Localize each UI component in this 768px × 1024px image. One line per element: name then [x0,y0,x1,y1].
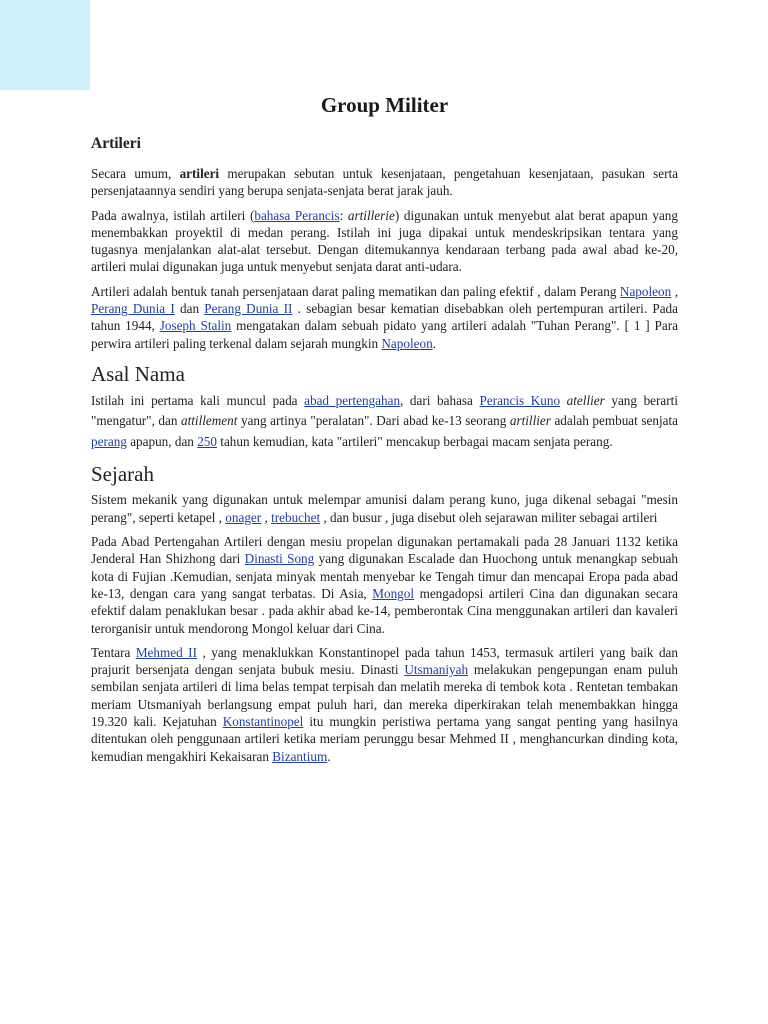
link-250[interactable]: 250 [197,433,217,449]
paragraph-sejarah-2: Pada Abad Pertengahan Artileri dengan mesiu propelan digunakan pertamakali pada 28 Januari 1132 ketika Jenderal Han Shizhong dari Dinasti Song yang digunakan Escalade dan Huochong untuk menangkap sebuah kota di Fujian .Kemudian, senjata minyak mentah menyebar ke Tengah timur dan mencapai Eropa pada abad ke-13, dengan cara yang sangat terbatas. Di Asia, Mongol mengadopsi artileri Cina dan digunakan secara efektif dalam penaklukan besar . pada akhir abad ke-14, pemberontak Cina menggunakan artileri dan kavaleri terorganisir untuk mendorong Mongol keluar dari Cina. [91,534,678,636]
link-joseph-stalin[interactable]: Joseph Stalin [159,318,232,334]
link-abad-pertengahan[interactable]: abad pertengahan [304,392,401,408]
heading-sejarah: Sejarah [91,462,154,487]
link-bizantium[interactable]: Bizantium [272,748,328,764]
link-napoleon-2[interactable]: Napoleon [381,335,433,351]
link-perang-dunia-i[interactable]: Perang Dunia I [91,301,175,317]
link-perang[interactable]: perang [91,433,127,449]
paragraph-sejarah-3: Tentara Mehmed II , yang menaklukkan Konstantinopel pada tahun 1453, termasuk artileri yang baik dan prajurit bersenjata dengan senjata bubuk mesiu. Dinasti Utsmaniyah melakukan pengepungan enam puluh sembilan senjata artileri di lima belas tempat terpisah dan melatih mereka di tembok kota . Rentetan tembakan meriam Utsmaniyah berlangsung empat puluh hari, dan mereka diperkirakan telah menembakkan hingga 19.320 kali. Kejatuhan Konstantinopel itu mungkin peristiwa pertama yang sangat penting yang hasilnya ditentukan oleh penggunaan artileri ketika meriam perunggu besar Mehmed II , menghancurkan dinding kota, kemudian mengakhiri Kekaisaran Bizantium. [91,644,678,764]
link-napoleon[interactable]: Napoleon [619,283,672,299]
link-konstantinopel[interactable]: Konstantinopel [222,714,304,730]
link-dinasti-song[interactable]: Dinasti Song [244,551,315,567]
paragraph-artileri-1: Secara umum, artileri merupakan sebutan untuk kesenjataan, pengetahuan kesenjataan, pasukan serta persenjataannya sendiri yang berupa senjata-senjata berat jarak jauh. [91,166,679,199]
link-mehmed-ii[interactable]: Mehmed II [135,644,197,660]
link-perancis-kuno[interactable]: Perancis Kuno [479,392,561,408]
link-perang-dunia-ii[interactable]: Perang Dunia II [204,301,293,317]
page-title: Group Militer [320,93,449,117]
paragraph-artileri-2: Pada awalnya, istilah artileri (bahasa Perancis: artillerie) digunakan untuk menyebut alat berat apapun yang menembakkan proyektil di medan perang. Istilah ini juga dipakai untuk mendeskripsikan tentara yang tugasnya menjalankan alat-alat tersebut. Dengan ditemukannya kendaraan terbang pada awal abad ke-20, artileri mulai digunakan juga untuk menyebut senjata darat anti-udara. [91,207,678,275]
link-bahasa-perancis[interactable]: bahasa Perancis [254,207,340,223]
bold-term-artileri: artileri [179,166,220,181]
link-utsmaniyah[interactable]: Utsmaniyah [404,662,469,678]
heading-asal-nama: Asal Nama [91,361,185,386]
paragraph-asal-nama: Istilah ini pertama kali muncul pada abad pertengahan, dari bahasa Perancis Kuno atellier yang berarti "mengatur", dan attillement yang artinya "peralatan". Dari abad ke-13 seorang artillier adalah pembuat senjata perang apapun, dan 250 tahun kemudian, kata "artileri" mencakup berbagai macam senjata perang. [91,392,678,449]
paragraph-sejarah-1: Sistem mekanik yang digunakan untuk melempar amunisi dalam perang kuno, juga dikenal sebagai "mesin perang", seperti ketapel , onager , trebuchet , dan busur , juga disebut oleh sejarawan militer sebagai artileri [91,492,678,525]
link-mongol[interactable]: Mongol [372,585,415,601]
heading-artileri: Artileri [91,135,141,152]
paragraph-artileri-3: Artileri adalah bentuk tanah persenjataan darat paling mematikan dan paling efektif , dalam Perang Napoleon , Perang Dunia I dan Perang Dunia II . sebagian besar kematian disebabkan oleh pertempuran artileri. Pada tahun 1944, Joseph Stalin mengatakan dalam sebuah pidato yang artileri adalah "Tuhan Perang". [ 1 ] Para perwira artileri paling terkenal dalam sejarah mungkin Napoleon. [91,283,679,351]
link-onager[interactable]: onager [225,509,262,525]
document-body [91,90,678,772]
corner-color-block [0,0,90,90]
link-trebuchet[interactable]: trebuchet [271,509,321,525]
